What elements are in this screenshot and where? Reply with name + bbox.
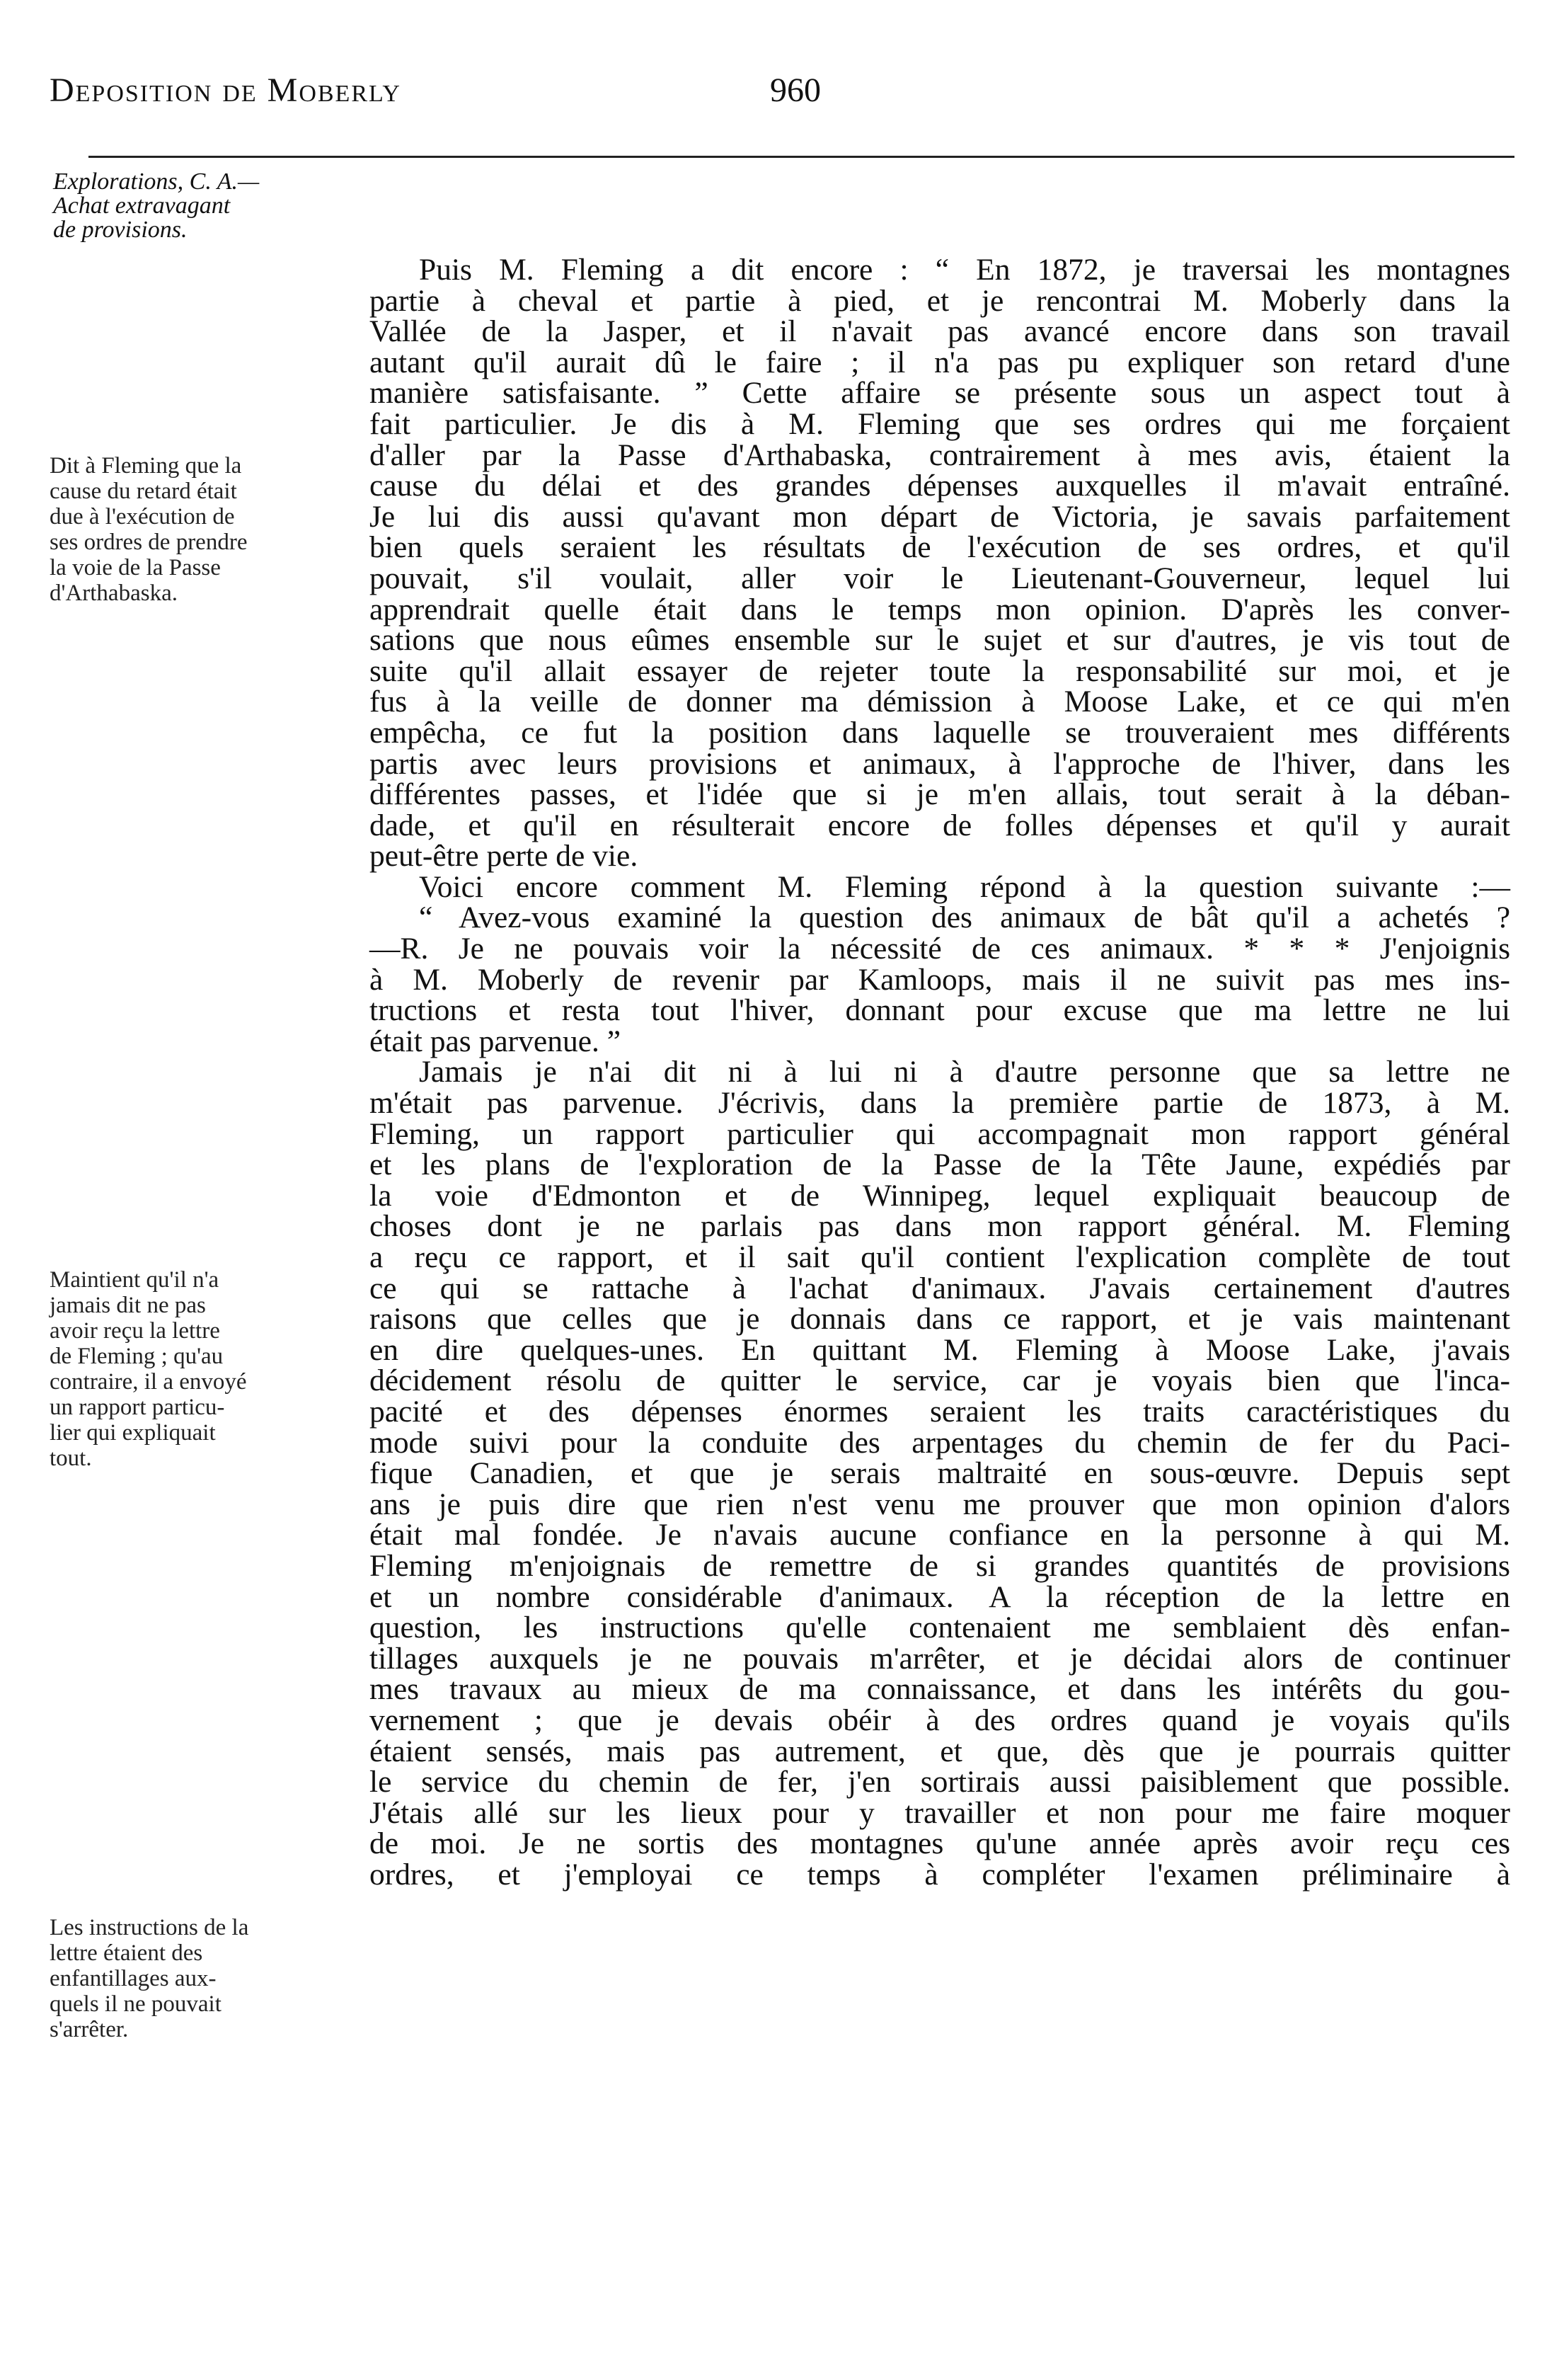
body-line: tillages auxquels je ne pouvais m'arrêter, et je décidai alors de continuer: [369, 1641, 1510, 1676]
body-line: à M. Moberly de revenir par Kamloops, mais il ne suivit pas mes ins-: [369, 962, 1510, 997]
body-line: “ Avez-vous examiné la question des animaux de bât qu'il a achetés ?: [419, 900, 1510, 935]
body-line: de moi. Je ne sortis des montagnes qu'une année après avoir reçu ces: [369, 1826, 1510, 1861]
body-line: la voie d'Edmonton et de Winnipeg, lequel expliquait beaucoup de: [369, 1178, 1510, 1213]
body-line: cause du délai et des grandes dépenses auxquelles il m'avait entraîné.: [369, 469, 1510, 503]
body-line: raisons que celles que je donnais dans ce rapport, et je vais maintenant: [369, 1302, 1510, 1337]
body-line: Fleming m'enjoignais de remettre de si grandes quantités de provisions: [369, 1548, 1510, 1583]
margin-note-line: enfantillages aux-: [50, 1966, 217, 1991]
body-line: manière satisfaisante. ” Cette affaire se présente sous un aspect tout à: [369, 376, 1510, 411]
margin-note-line: avoir reçu la lettre: [50, 1318, 220, 1344]
page-header: [50, 71, 1507, 127]
margin-note-line: tout.: [50, 1446, 92, 1471]
margin-note-1: [50, 453, 372, 606]
page-number: 960: [770, 71, 821, 109]
body-line: choses dont je ne parlais pas dans mon rapport général. M. Fleming: [369, 1209, 1510, 1244]
body-line: Fleming, un rapport particulier qui accompagnait mon rapport général: [369, 1116, 1510, 1151]
margin-note-line: s'arrêter.: [50, 2017, 129, 2042]
body-line: Vallée de la Jasper, et il n'avait pas avancé encore dans son travail: [369, 314, 1510, 349]
section-heading-line: Achat extravagant: [53, 193, 231, 219]
body-line: empêcha, ce fut la position dans laquelle se trouveraient mes différents: [369, 715, 1510, 750]
body-line: tructions et resta tout l'hiver, donnant pour excuse que ma lettre ne lui: [369, 993, 1510, 1028]
margin-note-line: jamais dit ne pas: [50, 1293, 206, 1318]
body-line: et un nombre considérable d'animaux. A la réception de la lettre en: [369, 1579, 1510, 1614]
margin-note-line: quels il ne pouvait: [50, 1991, 222, 2017]
body-line: différentes passes, et l'idée que si je m'en allais, tout serait à la déban-: [369, 777, 1510, 812]
body-line: ans je puis dire que rien n'est venu me prouver que mon opinion d'alors: [369, 1487, 1510, 1521]
body-line: décidement résolu de quitter le service, car je voyais bien que l'inca-: [369, 1363, 1510, 1398]
body-line: bien quels seraient les résultats de l'exécution de ses ordres, et qu'il: [369, 530, 1510, 565]
margin-note-line: cause du retard était: [50, 479, 237, 504]
margin-note-line: Les instructions de la: [50, 1915, 249, 1940]
body-line: fus à la veille de donner ma démission à Moose Lake, et ce qui m'en: [369, 685, 1510, 719]
section-heading-line: de provisions.: [53, 217, 188, 243]
margin-note-line: d'Arthabaska.: [50, 580, 178, 606]
body-line: partis avec leurs provisions et animaux, à l'approche de l'hiver, dans les: [369, 746, 1510, 781]
margin-note-line: ses ordres de prendre: [50, 530, 248, 555]
body-line: étaient sensés, mais pas autrement, et que, dès que je pourrais quitter: [369, 1734, 1510, 1768]
body-line: peut-être perte de vie.: [369, 839, 638, 874]
margin-note-line: de Fleming ; qu'au: [50, 1344, 224, 1369]
body-line: fique Canadien, et que je serais maltraité en sous-œuvre. Depuis sept: [369, 1456, 1510, 1491]
body-line: apprendrait quelle était dans le temps mon opinion. D'après les conver-: [369, 592, 1510, 627]
body-line: mode suivi pour la conduite des arpentages du chemin de fer du Paci-: [369, 1425, 1510, 1460]
running-title: Deposition de Moberly: [50, 71, 401, 109]
body-line: m'était pas parvenue. J'écrivis, dans la première partie de 1873, à M.: [369, 1086, 1510, 1121]
body-line: ce qui se rattache à l'achat d'animaux. J'avais certainement d'autres: [369, 1271, 1510, 1305]
body-line: J'étais allé sur les lieux pour y travailler et non pour me faire moquer: [369, 1795, 1510, 1830]
body-line: —R. Je ne pouvais voir la nécessité de ces animaux. * * * J'enjoignis: [369, 932, 1510, 966]
body-line: partie à cheval et partie à pied, et je rencontrai M. Moberly dans la: [369, 283, 1510, 318]
body-line: Jamais je n'ai dit ni à lui ni à d'autre personne que sa lettre ne: [419, 1055, 1510, 1089]
margin-note-line: contraire, il a envoyé: [50, 1369, 247, 1395]
body-line: question, les instructions qu'elle contenaient me semblaient dès enfan-: [369, 1610, 1510, 1645]
body-line: était pas parvenue. ”: [369, 1024, 621, 1058]
margin-note-line: Dit à Fleming que la: [50, 453, 242, 479]
margin-note-line: lier qui expliquait: [50, 1420, 216, 1446]
body-line: pouvait, s'il voulait, aller voir le Lieutenant-Gouverneur, lequel lui: [369, 561, 1510, 595]
body-text: [369, 255, 1510, 1890]
body-line: et les plans de l'exploration de la Passe de la Tête Jaune, expédiés par: [369, 1148, 1510, 1182]
body-line: suite qu'il allait essayer de rejeter toute la responsabilité sur moi, et je: [369, 653, 1510, 688]
body-line: pacité et des dépenses énormes seraient les traits caractéristiques du: [369, 1394, 1510, 1429]
section-heading: [53, 170, 379, 242]
body-line: Je lui dis aussi qu'avant mon départ de Victoria, je savais parfaitement: [369, 499, 1510, 534]
body-line: sations que nous eûmes ensemble sur le sujet et sur d'autres, je vis tout de: [369, 623, 1510, 658]
margin-note-line: la voie de la Passe: [50, 555, 221, 580]
header-rule: [88, 156, 1514, 158]
margin-note-line: un rapport particu-: [50, 1395, 225, 1420]
margin-note-2: [50, 1267, 372, 1471]
body-line: fait particulier. Je dis à M. Fleming que ses ordres qui me forçaient: [369, 406, 1510, 441]
body-line: Puis M. Fleming a dit encore : “ En 1872, je traversai les montagnes: [419, 253, 1510, 287]
body-line: mes travaux au mieux de ma connaissance, et dans les intérêts du gou-: [369, 1672, 1510, 1707]
section-heading-line: Explorations, C. A.—: [53, 168, 260, 195]
margin-note-line: lettre étaient des: [50, 1940, 203, 1966]
margin-note-line: Maintient qu'il n'a: [50, 1267, 219, 1293]
body-line: était mal fondée. Je n'avais aucune confiance en la personne à qui M.: [369, 1518, 1510, 1552]
margin-note-3: [50, 1915, 372, 2042]
body-line: en dire quelques-unes. En quittant M. Fleming à Moose Lake, j'avais: [369, 1332, 1510, 1367]
body-line: Voici encore comment M. Fleming répond à la question suivante :—: [419, 869, 1510, 904]
body-line: le service du chemin de fer, j'en sortirais aussi paisiblement que possible.: [369, 1765, 1510, 1800]
body-line: d'aller par la Passe d'Arthabaska, contrairement à mes avis, étaient la: [369, 437, 1510, 472]
body-line: vernement ; que je devais obéir à des ordres quand je voyais qu'ils: [369, 1703, 1510, 1737]
body-line: a reçu ce rapport, et il sait qu'il contient l'explication complète de tout: [369, 1240, 1510, 1274]
body-line: ordres, et j'employai ce temps à compléter l'examen préliminaire à: [369, 1857, 1510, 1892]
body-line: dade, et qu'il en résulterait encore de folles dépenses et qu'il y aurait: [369, 808, 1510, 842]
margin-note-line: due à l'exécution de: [50, 504, 235, 530]
body-line: autant qu'il aurait dû le faire ; il n'a pas pu expliquer son retard d'une: [369, 345, 1510, 379]
